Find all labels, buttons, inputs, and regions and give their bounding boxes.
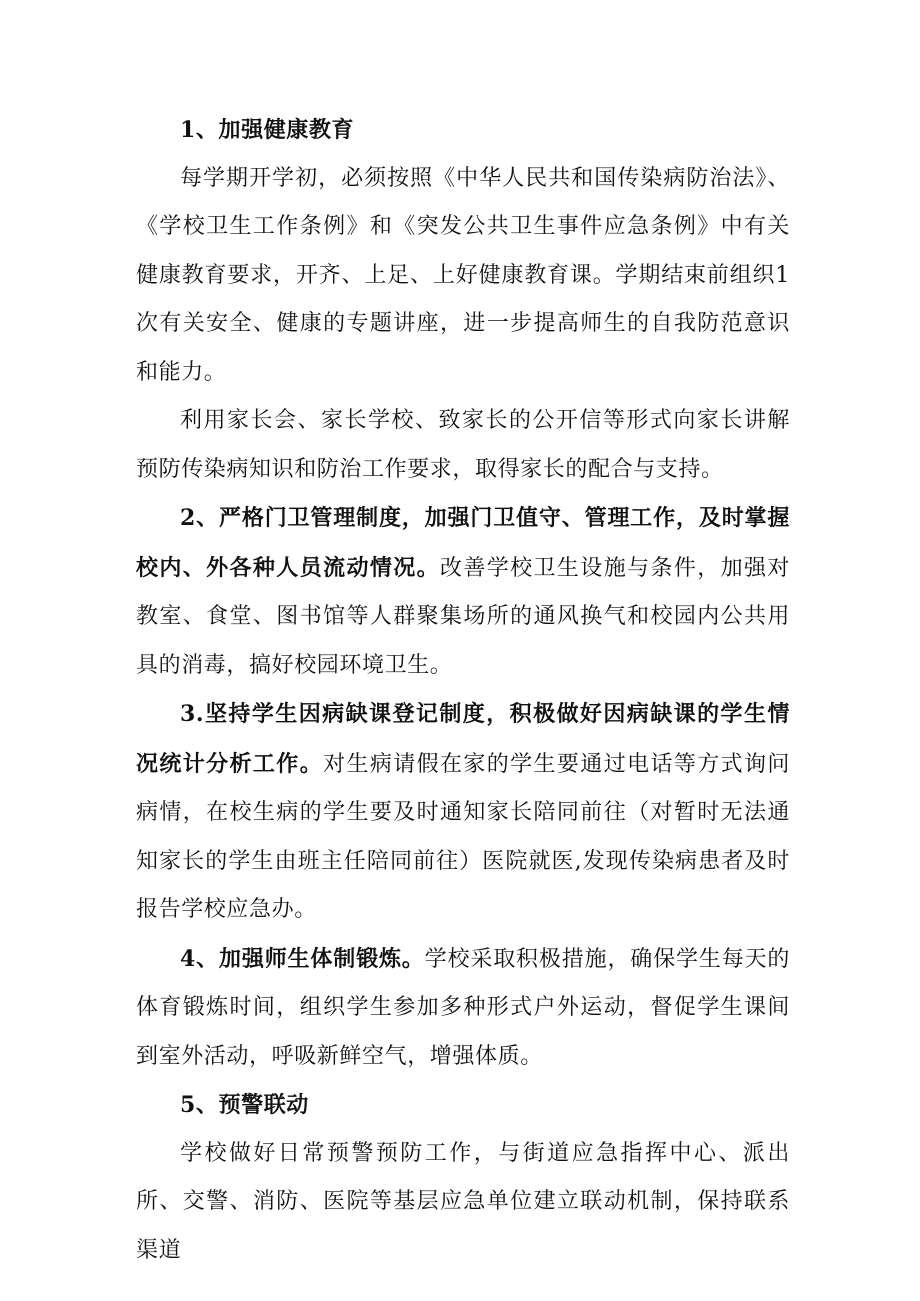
section-3-paragraph [136, 690, 790, 935]
section-1-paragraph-1: 每学期开学初，必须按照《中华人民共和国传染病防治法》、《学校卫生工作条例》和《突发公共卫生事件应急条例》中有关健康教育要求，开齐、上足、上好健康教育课。学期结束前组织1次有关安全、健康的专题讲座，进一步提高师生的自我防范意识和能力。 [136, 165, 790, 385]
section-1-paragraph-2: 利用家长会、家长学校、致家长的公开信等形式向家长讲解预防传染病知识和防治工作要求，取得家长的配合与支持。 [136, 408, 790, 482]
section-5-heading: 5、预警联动 [180, 1092, 309, 1118]
section-1-heading: 1、加强健康教育 [180, 117, 355, 143]
section-3-bold-lead: 3.坚持学生因病缺课登记制度，积极做好因病缺课的学生情况统计分析工作。 [136, 701, 790, 777]
section-4-paragraph [136, 935, 790, 1082]
section-5-paragraph-1: 学校做好日常预警预防工作，与街道应急指挥中心、派出所、交警、消防、医院等基层应急单位建立联动机制，保持联系渠道 [136, 1140, 790, 1263]
document-body [136, 106, 790, 1275]
section-2-body: 改善学校卫生设施与条件，加强对教室、食堂、图书馆等人群聚集场所的通风换气和校园内公共用具的消毒，搞好校园环境卫生。 [136, 555, 790, 678]
section-3-body: 对生病请假在家的学生要通过电话等方式询问病情，在校生病的学生要及时通知家长陪同前往（对暂时无法通知家长的学生由班主任陪同前往）医院就医,发现传染病患者及时报告学校应急办。 [136, 751, 790, 922]
section-2-bold-lead: 2、严格门卫管理制度，加强门卫值守、管理工作，及时掌握校内、外各种人员流动情况。 [136, 505, 790, 581]
section-4-body: 学校采取积极措施，确保学生每天的体育锻炼时间，组织学生参加多种形式户外运动，督促学生课间到室外活动，呼吸新鲜空气，增强体质。 [136, 946, 790, 1069]
section-4-bold-lead: 4、加强师生体制锻炼。 [180, 945, 425, 972]
section-2-paragraph [136, 494, 790, 690]
